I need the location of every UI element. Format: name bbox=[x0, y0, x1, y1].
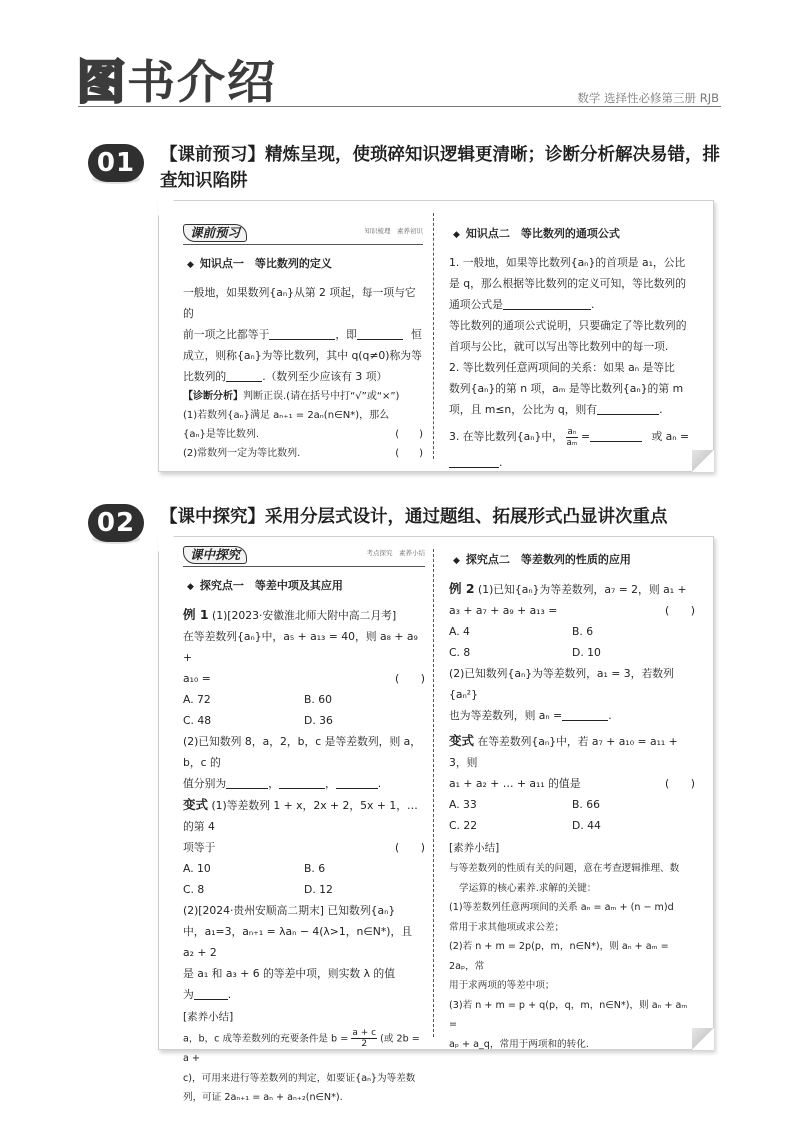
preview-left-column bbox=[183, 223, 423, 463]
summary-title: [素养小结] bbox=[183, 1011, 234, 1023]
options-row: A. 4 B. 6 bbox=[449, 625, 594, 638]
title-char: 书 bbox=[126, 55, 174, 109]
summary-line: (2)若 n + m = 2p(p，m，n∈N*)，则 aₙ + aₘ = 2aₚ，常 bbox=[449, 941, 669, 972]
text-line: 也为等差数列，则 aₙ = . bbox=[449, 709, 612, 722]
summary-title: [素养小结] bbox=[449, 842, 500, 854]
summary-line: 与等差数列的性质有关的问题，意在考查逻辑推理、数 bbox=[449, 863, 680, 874]
text-line: 数列{aₙ}的第 n 项，aₘ 是等比数列{aₙ}的第 m bbox=[449, 382, 684, 395]
text-line: 等比数列的通项公式说明，只要确定了等比数列的 bbox=[449, 319, 687, 332]
example-line: 例 2 (1)已知{aₙ}为等差数列，a₇ = 2，则 a₁ + bbox=[449, 581, 687, 596]
card-title-bar bbox=[183, 223, 423, 245]
explore-right-column bbox=[449, 549, 695, 1054]
preview-card bbox=[158, 200, 714, 472]
example-line: 例 1 (1)[2023·安徽淮北师大附中高二月考] bbox=[183, 607, 397, 622]
summary-line: aₚ + a_q，常用于两项和的转化. bbox=[449, 1038, 589, 1050]
header-divider bbox=[78, 106, 721, 107]
page-curl-corner bbox=[692, 450, 714, 472]
summary-line: 列，可证 2aₙ₊₁ = aₙ + aₙ₊₂(n∈N*). bbox=[183, 1092, 343, 1103]
options-row: C. 48 D. 36 bbox=[183, 714, 333, 727]
text-line: 前一项之比都等于 ，即 恒 bbox=[183, 328, 422, 341]
column-divider bbox=[433, 213, 434, 459]
text-line: 2. 等比数列任意两项间的关系：如果 aₙ 是等比 bbox=[449, 361, 675, 374]
text-line: 一般地，如果数列{aₙ}从第 2 项起，每一项与它的 bbox=[183, 286, 416, 320]
fraction: $\frac{a + c}{2}$ bbox=[352, 1028, 377, 1049]
diagnosis-question: (2)常数列一定为等比数列. ( ) bbox=[183, 448, 423, 459]
options-row: C. 22 D. 44 bbox=[449, 819, 601, 832]
text-line: . bbox=[449, 452, 695, 473]
diagnosis-question: {aₙ}是等比数列. ( ) bbox=[183, 429, 423, 440]
title-char: 图 bbox=[76, 55, 124, 109]
text-line: 3. 在等比数列{aₙ}中， $\frac{\text{aₙ}}{\text{aₘ}}$ = 或 aₙ = bbox=[449, 426, 690, 448]
diagnosis-question: (1)若数列{aₙ}满足 aₙ₊₁ = 2aₙ(n∈N*)，那么 bbox=[183, 410, 390, 421]
knowledge-point-heading: ◆ 知识点二 等比数列的通项公式 bbox=[453, 227, 620, 240]
text-line: 项，且 m≤n，公比为 q，则有 . bbox=[449, 403, 663, 416]
text-line: 1. 一般地，如果等比数列{aₙ}的首项是 a₁，公比 bbox=[449, 256, 686, 269]
text-line: 项等于 ( ) bbox=[183, 841, 425, 854]
summary-line: c)，可用来进行等差数列的判定，如要证{aₙ}为等差数 bbox=[183, 1072, 416, 1084]
text-line: 比数列的 .（数列至少应该有 3 项） bbox=[183, 370, 388, 383]
summary-line: 学运算的核心素养.求解的关键： bbox=[459, 882, 597, 894]
summary-line: 常用于求其他项或求公差； bbox=[449, 921, 565, 933]
text-line: (2)[2024·贵州安顺高二期末] 已知数列{aₙ} bbox=[183, 904, 396, 917]
page-title bbox=[76, 55, 278, 109]
explore-point-heading: ◆ 探究点二 等差数列的性质的应用 bbox=[453, 553, 631, 566]
section-heading: 【课中探究】采用分层式设计，通过题组、拓展形式凸显讲次重点 bbox=[160, 507, 668, 527]
fraction: $\frac{\text{aₙ}}{\text{aₘ}}$ bbox=[566, 426, 578, 448]
explore-point-heading: ◆ 探究点一 等差中项及其应用 bbox=[187, 579, 343, 592]
options-row: A. 33 B. 66 bbox=[449, 798, 601, 811]
text-line: a₁ + a₂ + … + a₁₁ 的值是 ( ) bbox=[449, 777, 695, 790]
text-line: 是 a₁ 和 a₃ + 6 的等差中项，则实数 λ 的值 bbox=[183, 967, 396, 980]
card-title-bar bbox=[183, 545, 425, 567]
section-heading: 【课前预习】精炼呈现，使琐碎知识逻辑更清晰；诊断分析解决易错，排查知识陷阱 bbox=[160, 145, 720, 191]
summary-line: a，b，c 成等差数列的充要条件是 b = $\frac{a + c}{2}$ (或 2b = a + bbox=[183, 1028, 420, 1064]
text-line: 在等差数列{aₙ}中，a₅ + a₁₃ = 40，则 a₈ + a₉ + bbox=[183, 630, 418, 664]
variant-line: 变式 (1)等差数列 1 + x，2x + 2，5x + 1，… 的第 4 bbox=[183, 797, 418, 833]
text-line: (2)已知数列 8，a，2，b，c 是等差数列，则 a，b，c 的 bbox=[183, 735, 422, 769]
title-char: 绍 bbox=[226, 55, 274, 109]
card-tag: 知识梳理 素养初识 bbox=[364, 227, 423, 235]
text-line: a₃ + a₇ + a₉ + a₁₃ = ( ) bbox=[449, 604, 695, 617]
explore-left-column bbox=[183, 545, 425, 1108]
text-line: 是 q，那么根据等比数列的定义可知，等比数列的 bbox=[449, 277, 687, 290]
diagnosis-intro: 【诊断分析】判断正误.(请在括号中打“√”或“×”) bbox=[183, 391, 400, 402]
text-line: 成立，则称{aₙ}为等比数列，其中 q(q≠0)称为等 bbox=[183, 349, 422, 362]
options-row: C. 8 D. 10 bbox=[449, 646, 601, 659]
text-line: 通项公式是 . bbox=[449, 298, 595, 311]
summary-line: (1)等差数列任意两项间的关系 aₙ = aₘ + (n − m)d bbox=[449, 902, 674, 913]
section-number-badge: 01 bbox=[88, 144, 144, 182]
summary-line: (3)若 n + m = p + q(p，q，m，n∈N*)，则 aₙ + aₘ = bbox=[449, 999, 688, 1030]
page-curl-corner bbox=[692, 1028, 714, 1050]
book-subtitle: 数学 选择性必修第三册 RJB bbox=[577, 91, 719, 105]
summary-line: 用于求两项的等差中项； bbox=[449, 980, 555, 991]
knowledge-point-heading: ◆ 知识点一 等比数列的定义 bbox=[187, 257, 332, 270]
explore-card bbox=[158, 536, 714, 1103]
text-line: (2)已知数列{aₙ}为等差数列，a₁ = 3，若数列{aₙ²} bbox=[449, 667, 674, 701]
text-line: a₁₀ = ( ) bbox=[183, 672, 425, 685]
card-title: 课前预习 bbox=[183, 224, 247, 242]
options-row: A. 10 B. 6 bbox=[183, 862, 326, 875]
text-line: 中，a₁=3，aₙ₊₁ = λaₙ − 4(λ>1，n∈N*)，且 a₂ + 2 bbox=[183, 925, 413, 959]
text-line: 为 . bbox=[183, 988, 232, 1001]
variant-line: 变式 在等差数列{aₙ}中，若 a₇ + a₁₀ = a₁₁ + 3，则 bbox=[449, 733, 678, 769]
title-char: 介 bbox=[176, 55, 224, 109]
options-row: C. 8 D. 12 bbox=[183, 883, 333, 896]
options-row: A. 72 B. 60 bbox=[183, 693, 333, 706]
preview-right-column bbox=[449, 221, 695, 473]
text-line: 值分别为 ， ， . bbox=[183, 777, 382, 790]
column-divider bbox=[433, 549, 434, 1037]
card-tag: 考点探究 素养小结 bbox=[366, 549, 425, 557]
text-line: 首项与公比，就可以写出等比数列中的每一项. bbox=[449, 340, 669, 353]
section-number-badge: 02 bbox=[88, 504, 144, 542]
card-title: 课中探究 bbox=[183, 546, 247, 564]
